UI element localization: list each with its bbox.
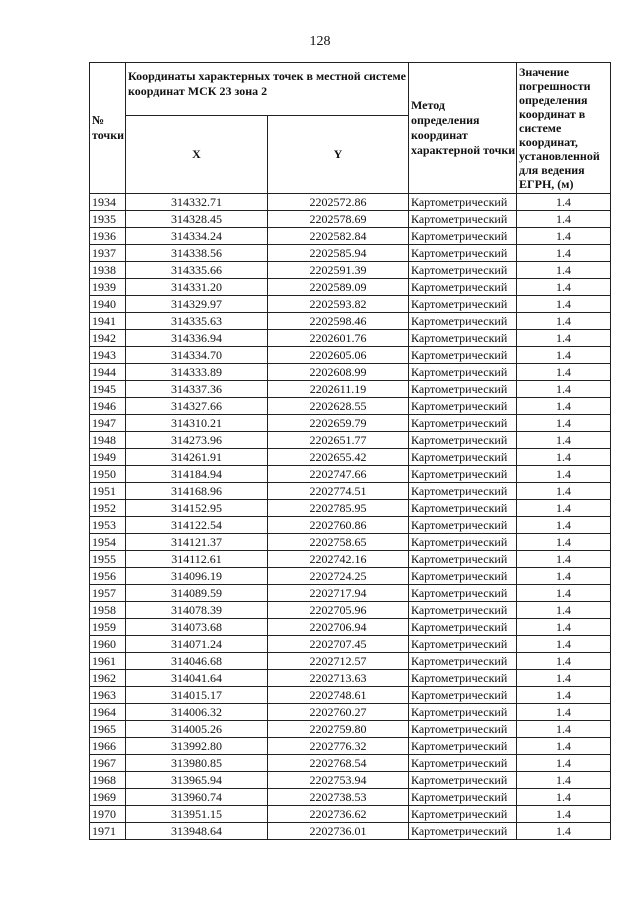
cell-method: Картометрический (409, 500, 517, 517)
cell-method: Картометрический (409, 330, 517, 347)
table-row (90, 228, 611, 245)
cell-error: 1.4 (517, 619, 611, 636)
cell-point-number: 1962 (90, 670, 126, 687)
cell-error: 1.4 (517, 738, 611, 755)
cell-y: 2202605.06 (268, 347, 409, 364)
cell-y: 2202738.53 (268, 789, 409, 806)
table-row (90, 211, 611, 228)
cell-method: Картометрический (409, 262, 517, 279)
cell-y: 2202572.86 (268, 194, 409, 211)
cell-x: 314338.56 (126, 245, 268, 262)
cell-y: 2202705.96 (268, 602, 409, 619)
cell-x: 314015.17 (126, 687, 268, 704)
table-row (90, 194, 611, 211)
cell-y: 2202598.46 (268, 313, 409, 330)
cell-y: 2202601.76 (268, 330, 409, 347)
cell-error: 1.4 (517, 789, 611, 806)
cell-method: Картометрический (409, 364, 517, 381)
cell-y: 2202759.80 (268, 721, 409, 738)
cell-y: 2202659.79 (268, 415, 409, 432)
cell-error: 1.4 (517, 551, 611, 568)
cell-error: 1.4 (517, 772, 611, 789)
table-row (90, 262, 611, 279)
cell-x: 314041.64 (126, 670, 268, 687)
cell-method: Картометрический (409, 296, 517, 313)
cell-point-number: 1955 (90, 551, 126, 568)
cell-point-number: 1960 (90, 636, 126, 653)
cell-x: 314327.66 (126, 398, 268, 415)
cell-x: 314332.71 (126, 194, 268, 211)
cell-x: 314073.68 (126, 619, 268, 636)
table-row (90, 449, 611, 466)
cell-error: 1.4 (517, 432, 611, 449)
cell-point-number: 1957 (90, 585, 126, 602)
cell-y: 2202713.63 (268, 670, 409, 687)
cell-x: 314112.61 (126, 551, 268, 568)
header-y: Y (268, 116, 409, 194)
cell-x: 314168.96 (126, 483, 268, 500)
cell-error: 1.4 (517, 228, 611, 245)
cell-y: 2202655.42 (268, 449, 409, 466)
cell-error: 1.4 (517, 704, 611, 721)
table-row (90, 245, 611, 262)
cell-y: 2202736.01 (268, 823, 409, 840)
cell-y: 2202706.94 (268, 619, 409, 636)
cell-error: 1.4 (517, 347, 611, 364)
cell-point-number: 1961 (90, 653, 126, 670)
table-row (90, 381, 611, 398)
cell-method: Картометрический (409, 279, 517, 296)
cell-point-number: 1959 (90, 619, 126, 636)
cell-method: Картометрический (409, 517, 517, 534)
table-row (90, 653, 611, 670)
cell-point-number: 1948 (90, 432, 126, 449)
table-row (90, 568, 611, 585)
table-row (90, 806, 611, 823)
table-row (90, 551, 611, 568)
cell-x: 314329.97 (126, 296, 268, 313)
cell-error: 1.4 (517, 483, 611, 500)
cell-x: 314328.45 (126, 211, 268, 228)
table-row (90, 602, 611, 619)
cell-method: Картометрический (409, 194, 517, 211)
cell-error: 1.4 (517, 262, 611, 279)
cell-y: 2202608.99 (268, 364, 409, 381)
cell-y: 2202742.16 (268, 551, 409, 568)
cell-x: 314152.95 (126, 500, 268, 517)
cell-y: 2202611.19 (268, 381, 409, 398)
cell-method: Картометрический (409, 823, 517, 840)
cell-x: 314273.96 (126, 432, 268, 449)
cell-y: 2202785.95 (268, 500, 409, 517)
cell-x: 314005.26 (126, 721, 268, 738)
cell-error: 1.4 (517, 823, 611, 840)
table-row (90, 721, 611, 738)
cell-x: 314334.24 (126, 228, 268, 245)
table-row (90, 534, 611, 551)
cell-y: 2202578.69 (268, 211, 409, 228)
table-row (90, 483, 611, 500)
cell-point-number: 1938 (90, 262, 126, 279)
header-method: Метод определения координат характерной точки (409, 63, 517, 194)
cell-error: 1.4 (517, 687, 611, 704)
cell-point-number: 1966 (90, 738, 126, 755)
cell-error: 1.4 (517, 313, 611, 330)
cell-error: 1.4 (517, 364, 611, 381)
cell-x: 314261.91 (126, 449, 268, 466)
table-row (90, 636, 611, 653)
cell-point-number: 1941 (90, 313, 126, 330)
cell-x: 314337.36 (126, 381, 268, 398)
cell-error: 1.4 (517, 755, 611, 772)
cell-point-number: 1967 (90, 755, 126, 772)
cell-error: 1.4 (517, 670, 611, 687)
coordinates-table (89, 62, 611, 840)
cell-method: Картометрический (409, 415, 517, 432)
cell-x: 314078.39 (126, 602, 268, 619)
cell-y: 2202628.55 (268, 398, 409, 415)
table-row (90, 755, 611, 772)
cell-error: 1.4 (517, 194, 611, 211)
cell-x: 314046.68 (126, 653, 268, 670)
cell-point-number: 1956 (90, 568, 126, 585)
cell-method: Картометрический (409, 636, 517, 653)
cell-error: 1.4 (517, 415, 611, 432)
cell-y: 2202760.86 (268, 517, 409, 534)
cell-error: 1.4 (517, 449, 611, 466)
cell-method: Картометрический (409, 568, 517, 585)
cell-y: 2202747.66 (268, 466, 409, 483)
cell-point-number: 1952 (90, 500, 126, 517)
table-row (90, 313, 611, 330)
cell-method: Картометрический (409, 534, 517, 551)
cell-x: 313951.15 (126, 806, 268, 823)
cell-method: Картометрический (409, 755, 517, 772)
cell-error: 1.4 (517, 534, 611, 551)
cell-method: Картометрический (409, 432, 517, 449)
header-coordinates: Координаты характерных точек в местной системе координат МСК 23 зона 2 (126, 63, 409, 116)
cell-y: 2202753.94 (268, 772, 409, 789)
cell-error: 1.4 (517, 500, 611, 517)
cell-point-number: 1950 (90, 466, 126, 483)
table-row (90, 772, 611, 789)
cell-point-number: 1943 (90, 347, 126, 364)
cell-point-number: 1970 (90, 806, 126, 823)
table-row (90, 704, 611, 721)
cell-error: 1.4 (517, 568, 611, 585)
cell-method: Картометрический (409, 211, 517, 228)
cell-x: 314121.37 (126, 534, 268, 551)
cell-method: Картометрический (409, 381, 517, 398)
cell-error: 1.4 (517, 466, 611, 483)
table-row (90, 415, 611, 432)
cell-point-number: 1971 (90, 823, 126, 840)
cell-y: 2202776.32 (268, 738, 409, 755)
cell-x: 314336.94 (126, 330, 268, 347)
table-row (90, 330, 611, 347)
cell-y: 2202774.51 (268, 483, 409, 500)
cell-point-number: 1947 (90, 415, 126, 432)
header-error: Значение погрешности определения координат в системе координат, установленной для ведения ЕГРН, (м) (517, 63, 611, 194)
cell-x: 314089.59 (126, 585, 268, 602)
cell-error: 1.4 (517, 381, 611, 398)
cell-point-number: 1951 (90, 483, 126, 500)
cell-error: 1.4 (517, 330, 611, 347)
cell-point-number: 1949 (90, 449, 126, 466)
cell-method: Картометрический (409, 772, 517, 789)
cell-point-number: 1953 (90, 517, 126, 534)
cell-x: 314335.66 (126, 262, 268, 279)
table-row (90, 823, 611, 840)
cell-method: Картометрический (409, 806, 517, 823)
cell-point-number: 1954 (90, 534, 126, 551)
cell-error: 1.4 (517, 398, 611, 415)
cell-error: 1.4 (517, 245, 611, 262)
cell-method: Картометрический (409, 721, 517, 738)
cell-y: 2202591.39 (268, 262, 409, 279)
table-row (90, 432, 611, 449)
cell-x: 314331.20 (126, 279, 268, 296)
cell-method: Картометрический (409, 398, 517, 415)
table-row (90, 789, 611, 806)
table-row (90, 687, 611, 704)
cell-x: 313948.64 (126, 823, 268, 840)
cell-method: Картометрический (409, 789, 517, 806)
cell-point-number: 1934 (90, 194, 126, 211)
table-row (90, 296, 611, 313)
cell-method: Картометрический (409, 347, 517, 364)
cell-method: Картометрический (409, 738, 517, 755)
cell-x: 313965.94 (126, 772, 268, 789)
table-row (90, 466, 611, 483)
cell-y: 2202758.65 (268, 534, 409, 551)
cell-error: 1.4 (517, 602, 611, 619)
cell-y: 2202593.82 (268, 296, 409, 313)
cell-x: 314310.21 (126, 415, 268, 432)
cell-error: 1.4 (517, 636, 611, 653)
cell-point-number: 1939 (90, 279, 126, 296)
cell-y: 2202748.61 (268, 687, 409, 704)
cell-point-number: 1937 (90, 245, 126, 262)
cell-y: 2202736.62 (268, 806, 409, 823)
cell-y: 2202585.94 (268, 245, 409, 262)
cell-point-number: 1942 (90, 330, 126, 347)
cell-method: Картометрический (409, 704, 517, 721)
cell-y: 2202717.94 (268, 585, 409, 602)
cell-method: Картометрический (409, 466, 517, 483)
cell-method: Картометрический (409, 619, 517, 636)
cell-method: Картометрический (409, 551, 517, 568)
cell-x: 314184.94 (126, 466, 268, 483)
cell-y: 2202651.77 (268, 432, 409, 449)
cell-x: 313960.74 (126, 789, 268, 806)
cell-method: Картометрический (409, 602, 517, 619)
table-row (90, 364, 611, 381)
header-point-number: № точки (90, 63, 126, 194)
table-body (90, 194, 611, 840)
cell-method: Картометрический (409, 228, 517, 245)
cell-x: 313992.80 (126, 738, 268, 755)
cell-point-number: 1968 (90, 772, 126, 789)
cell-point-number: 1946 (90, 398, 126, 415)
cell-method: Картометрический (409, 687, 517, 704)
table-row (90, 347, 611, 364)
cell-x: 314071.24 (126, 636, 268, 653)
cell-error: 1.4 (517, 517, 611, 534)
cell-y: 2202724.25 (268, 568, 409, 585)
table-row (90, 738, 611, 755)
cell-point-number: 1945 (90, 381, 126, 398)
table-row (90, 279, 611, 296)
cell-y: 2202768.54 (268, 755, 409, 772)
cell-point-number: 1935 (90, 211, 126, 228)
cell-error: 1.4 (517, 279, 611, 296)
cell-point-number: 1965 (90, 721, 126, 738)
cell-error: 1.4 (517, 806, 611, 823)
cell-point-number: 1964 (90, 704, 126, 721)
cell-error: 1.4 (517, 296, 611, 313)
page-number: 128 (309, 34, 331, 49)
header-x: X (126, 116, 268, 194)
cell-point-number: 1940 (90, 296, 126, 313)
cell-y: 2202712.57 (268, 653, 409, 670)
cell-error: 1.4 (517, 585, 611, 602)
cell-x: 313980.85 (126, 755, 268, 772)
cell-x: 314096.19 (126, 568, 268, 585)
cell-y: 2202582.84 (268, 228, 409, 245)
cell-method: Картометрический (409, 670, 517, 687)
cell-x: 314122.54 (126, 517, 268, 534)
cell-method: Картометрический (409, 449, 517, 466)
cell-method: Картометрический (409, 653, 517, 670)
cell-point-number: 1958 (90, 602, 126, 619)
table-row (90, 670, 611, 687)
cell-method: Картометрический (409, 483, 517, 500)
cell-x: 314333.89 (126, 364, 268, 381)
cell-point-number: 1936 (90, 228, 126, 245)
cell-method: Картометрический (409, 245, 517, 262)
cell-y: 2202760.27 (268, 704, 409, 721)
cell-x: 314334.70 (126, 347, 268, 364)
cell-point-number: 1963 (90, 687, 126, 704)
cell-x: 314335.63 (126, 313, 268, 330)
cell-y: 2202589.09 (268, 279, 409, 296)
cell-method: Картометрический (409, 585, 517, 602)
table-row (90, 585, 611, 602)
cell-x: 314006.32 (126, 704, 268, 721)
cell-point-number: 1944 (90, 364, 126, 381)
cell-y: 2202707.45 (268, 636, 409, 653)
table-row (90, 398, 611, 415)
cell-error: 1.4 (517, 653, 611, 670)
cell-method: Картометрический (409, 313, 517, 330)
table-row (90, 517, 611, 534)
cell-error: 1.4 (517, 211, 611, 228)
cell-error: 1.4 (517, 721, 611, 738)
cell-point-number: 1969 (90, 789, 126, 806)
table-row (90, 619, 611, 636)
table-row (90, 500, 611, 517)
table-header (90, 63, 611, 194)
